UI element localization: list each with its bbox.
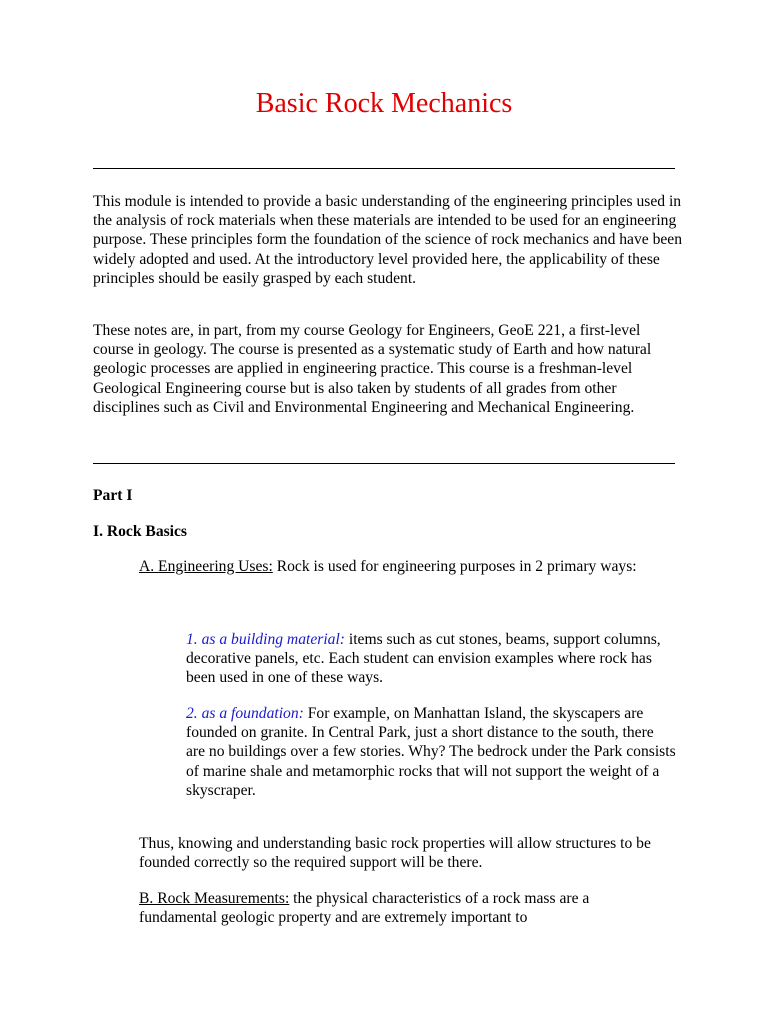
item-1-paragraph	[186, 630, 676, 688]
section-a-text: Rock is used for engineering purposes in 2 primary ways:	[272, 558, 637, 575]
thus-paragraph: Thus, knowing and understanding basic rock properties will allow structures to be founded correctly so the required support will be there.	[139, 835, 651, 872]
intro-paragraph-2: These notes are, in part, from my course Geology for Engineers, GeoE 221, a first-level course in geology. The course is presented as a systematic study of Earth and how natural geologic processes are applied in engineering practice. This course is a freshman-level Geological Engineering course but is also taken by students of all grades from other disciplines such as Civil and Environmental Engineering and Mechanical Engineering.	[93, 322, 652, 416]
document-title: Basic Rock Mechanics	[255, 88, 513, 119]
item-1-text: items such as cut stones, beams, support columns, decorative panels, etc. Each student can envision examples where rock has been used in one of these ways.	[186, 631, 661, 687]
section-heading: I. Rock Basics	[93, 523, 188, 540]
section-b-paragraph	[139, 889, 669, 927]
item-2-text: For example, on Manhattan Island, the skyscapers are founded on granite. In Central Park, just a short distance to the south, there are no buildings over a few stories. Why? The bedrock under the Park consists of marine shale and metamorphic rocks that will not support the weight of a skyscraper.	[186, 705, 676, 799]
intro-paragraph-1: This module is intended to provide a basic understanding of the engineering principles used in the analysis of rock materials when these materials are intended to be used for an engineering purpose. These principles form the foundation of the science of rock mechanics and have been widely adopted and used. At the introductory level provided here, the applicability of these principles should be easily grasped by each student.	[93, 193, 683, 287]
item-2-paragraph	[186, 704, 676, 800]
horizontal-divider-middle	[93, 463, 675, 464]
section-a-label: A. Engineering Uses:	[139, 558, 273, 575]
section-b-text: the physical characteristics of a rock mass are a fundamental geologic property and are extremely important to	[139, 890, 590, 927]
part-heading: Part I	[93, 487, 133, 504]
section-b-label: B. Rock Measurements:	[139, 890, 290, 907]
section-a-paragraph	[139, 557, 669, 576]
item-1-label: 1. as a building material:	[186, 631, 345, 648]
horizontal-divider-top	[93, 168, 675, 169]
item-2-label: 2. as a foundation:	[186, 705, 304, 722]
